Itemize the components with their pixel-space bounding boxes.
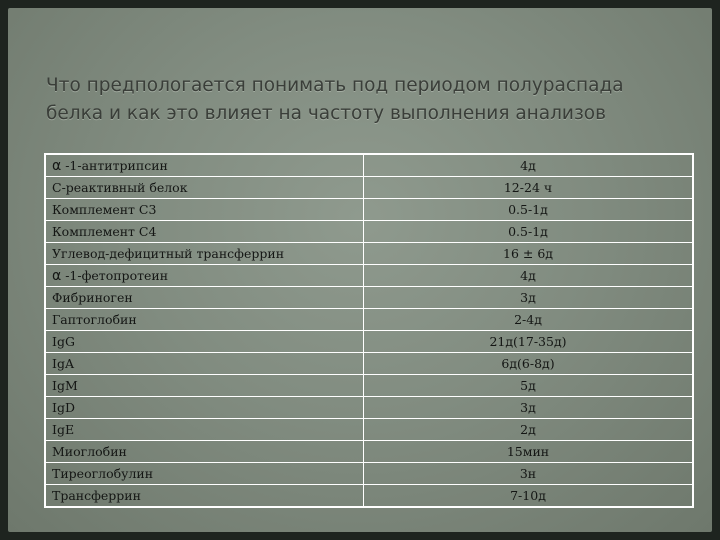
protein-name: Комплемент С3	[52, 202, 157, 217]
protein-name: Гаптоглобин	[52, 312, 137, 327]
table-row	[45, 441, 693, 463]
protein-name: -1-антитрипсин	[61, 157, 168, 173]
protein-name: С-реактивный белок	[52, 180, 188, 195]
half-life-table	[44, 153, 694, 508]
half-life-value: 4д	[364, 154, 694, 177]
protein-name: IgM	[52, 378, 78, 393]
table-row	[45, 485, 693, 508]
protein-name-cell	[45, 353, 364, 375]
table-row	[45, 243, 693, 265]
half-life-value: 3д	[364, 287, 694, 309]
half-life-value: 4д	[364, 265, 694, 287]
protein-name-cell	[45, 154, 364, 177]
table-row	[45, 463, 693, 485]
half-life-value: 3н	[364, 463, 694, 485]
half-life-value: 16 ± 6д	[364, 243, 694, 265]
table-row	[45, 287, 693, 309]
protein-name-cell	[45, 309, 364, 331]
table-row	[45, 331, 693, 353]
protein-name-cell	[45, 199, 364, 221]
protein-name: Тиреоглобулин	[52, 466, 154, 481]
protein-name: Трансферрин	[52, 488, 141, 503]
protein-name-cell	[45, 177, 364, 199]
half-life-value: 2д	[364, 419, 694, 441]
protein-name-cell	[45, 397, 364, 419]
protein-name: IgG	[52, 334, 75, 349]
half-life-value: 21д(17-35д)	[364, 331, 694, 353]
protein-name-cell	[45, 419, 364, 441]
protein-name: -1-фетопротеин	[61, 267, 169, 283]
protein-name-cell	[45, 485, 364, 508]
half-life-value: 0.5-1д	[364, 199, 694, 221]
table-row	[45, 177, 693, 199]
half-life-value: 2-4д	[364, 309, 694, 331]
table-row	[45, 265, 693, 287]
half-life-value: 7-10д	[364, 485, 694, 508]
protein-name-cell	[45, 463, 364, 485]
table-row	[45, 154, 693, 177]
protein-name: IgA	[52, 356, 74, 371]
protein-name: IgD	[52, 400, 75, 415]
table-row	[45, 419, 693, 441]
table-row	[45, 199, 693, 221]
table-row	[45, 397, 693, 419]
half-life-value: 6д(6-8д)	[364, 353, 694, 375]
half-life-value: 0.5-1д	[364, 221, 694, 243]
half-life-value: 15мин	[364, 441, 694, 463]
protein-name-cell	[45, 265, 364, 287]
protein-name: IgE	[52, 422, 75, 437]
protein-name-cell	[45, 221, 364, 243]
half-life-value: 3д	[364, 397, 694, 419]
protein-name-cell	[45, 441, 364, 463]
protein-name: Фибриноген	[52, 290, 133, 305]
table-row	[45, 353, 693, 375]
half-life-value: 12-24 ч	[364, 177, 694, 199]
protein-name: Комплемент С4	[52, 224, 157, 239]
alpha-symbol: α	[52, 267, 62, 284]
protein-name: Углевод-дефицитный трансферрин	[52, 246, 285, 261]
protein-name-cell	[45, 375, 364, 397]
slide-background	[8, 8, 712, 532]
table-row	[45, 221, 693, 243]
table-row	[45, 375, 693, 397]
alpha-symbol: α	[52, 157, 62, 174]
protein-name-cell	[45, 331, 364, 353]
protein-name-cell	[45, 287, 364, 309]
slide-title: Что предпологается понимать под периодом полураспада белка и как это влияет на частоту выполнения анализов	[46, 75, 624, 124]
protein-name-cell	[45, 243, 364, 265]
table-row	[45, 309, 693, 331]
protein-name: Миоглобин	[52, 444, 127, 459]
half-life-value: 5д	[364, 375, 694, 397]
